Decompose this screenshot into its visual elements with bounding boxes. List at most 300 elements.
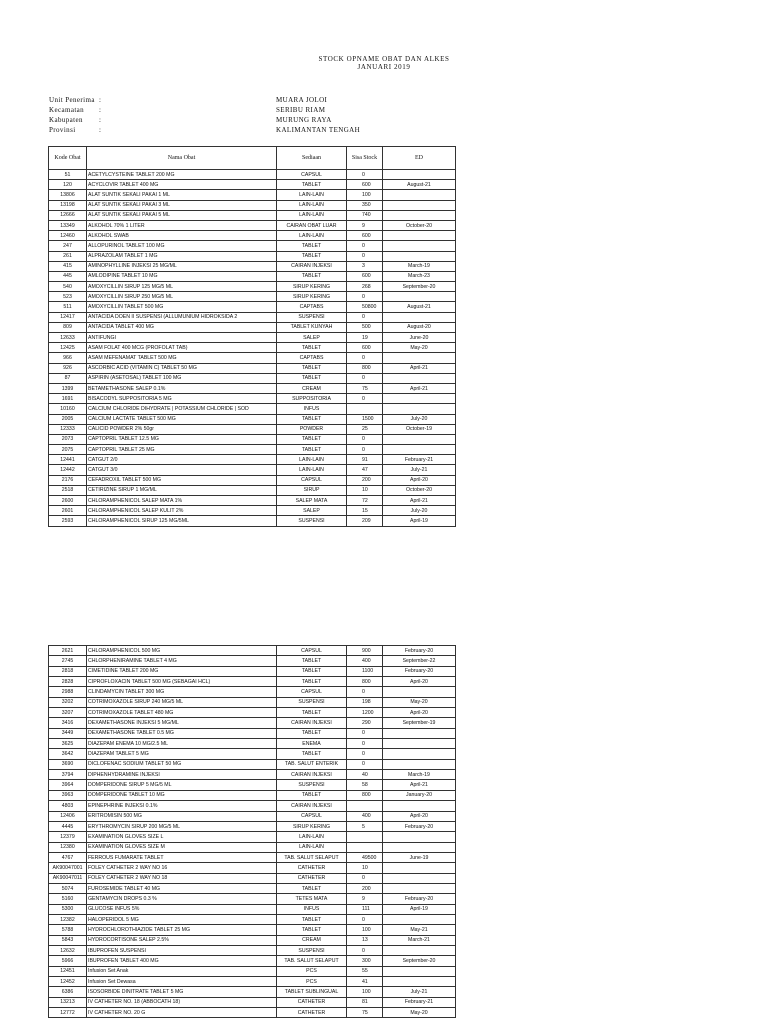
cell-ed: [383, 404, 456, 414]
cell-kode: AK90047011: [49, 873, 87, 883]
cell-ed: [383, 863, 456, 873]
cell-nama: FUROSEMIDE TABLET 40 MG: [87, 883, 277, 893]
table-row: [49, 894, 456, 904]
cell-nama: Infusion Set Anak: [87, 966, 277, 976]
table-row: [49, 170, 456, 180]
cell-kode: 12632: [49, 945, 87, 955]
cell-nama: Infusion Set Dewasa: [87, 977, 277, 987]
cell-sediaan: SUSPENSI: [277, 945, 347, 955]
table-row: [49, 373, 456, 383]
cell-sisa: 10: [347, 485, 383, 495]
cell-kode: 3207: [49, 708, 87, 718]
cell-ed: September-20: [383, 956, 456, 966]
cell-ed: [383, 914, 456, 924]
cell-sediaan: TABLET: [277, 343, 347, 353]
cell-ed: August-21: [383, 302, 456, 312]
cell-nama: IV CATHETER NO. 18 (ABBOCATH 18): [87, 997, 277, 1007]
table-header-row: [49, 147, 456, 170]
table-row: [49, 383, 456, 393]
table-row: [49, 231, 456, 241]
cell-kode: 5843: [49, 935, 87, 945]
table-row: [49, 455, 456, 465]
cell-sediaan: LAIN-LAIN: [277, 210, 347, 220]
table-row: [49, 852, 456, 862]
cell-sisa: 600: [347, 180, 383, 190]
cell-sediaan: LAIN-LAIN: [277, 231, 347, 241]
cell-kode: 120: [49, 180, 87, 190]
table-row: [49, 770, 456, 780]
cell-nama: COTRIMOXAZOLE TABLET 480 MG: [87, 708, 277, 718]
meta-colon: :: [99, 96, 102, 104]
table-row: [49, 363, 456, 373]
cell-sediaan: SALEP: [277, 333, 347, 343]
cell-ed: August-20: [383, 322, 456, 332]
table-row: [49, 935, 456, 945]
table-row: [49, 475, 456, 485]
cell-nama: EXAMINATION GLOVES SIZE L: [87, 832, 277, 842]
cell-ed: March-19: [383, 261, 456, 271]
col-header-nama: Nama Obat: [87, 147, 277, 170]
cell-sisa: 0: [347, 353, 383, 363]
cell-nama: CLINDAMYCIN TABLET 300 MG: [87, 687, 277, 697]
cell-nama: ASCORBIC ACID (VITAMIN C) TABLET 50 MG: [87, 363, 277, 373]
cell-ed: May-21: [383, 925, 456, 935]
cell-sisa: 3: [347, 261, 383, 271]
cell-kode: 4767: [49, 852, 87, 862]
table-row: [49, 863, 456, 873]
cell-sisa: 0: [347, 312, 383, 322]
meta-values: [276, 95, 360, 135]
cell-kode: 12425: [49, 343, 87, 353]
cell-nama: ANTACIDA TABLET 400 MG: [87, 322, 277, 332]
cell-nama: FERROUS FUMARATE TABLET: [87, 852, 277, 862]
cell-kode: 2745: [49, 656, 87, 666]
table-row: [49, 687, 456, 697]
document-period: JANUARI 2019: [357, 63, 411, 71]
cell-kode: 13349: [49, 220, 87, 230]
cell-kode: 12442: [49, 465, 87, 475]
cell-kode: 2988: [49, 687, 87, 697]
cell-kode: 2176: [49, 475, 87, 485]
cell-sisa: 100: [347, 190, 383, 200]
table-row: [49, 904, 456, 914]
meta-value-unit: MUARA JOLOI: [276, 96, 328, 104]
cell-sisa: 0: [347, 739, 383, 749]
table-row: [49, 977, 456, 987]
cell-nama: ERYTHROMYCIN SIRUP 200 MG/5 ML: [87, 821, 277, 831]
cell-sisa: 25: [347, 424, 383, 434]
table-row: [49, 883, 456, 893]
cell-nama: ACETYLCYSTEINE TABLET 200 MG: [87, 170, 277, 180]
cell-ed: [383, 739, 456, 749]
table-row: [49, 271, 456, 281]
cell-nama: CHLORAMPHENICOL 500 MG: [87, 646, 277, 656]
cell-sisa: 0: [347, 759, 383, 769]
cell-ed: October-20: [383, 220, 456, 230]
table-row: [49, 190, 456, 200]
cell-kode: 2601: [49, 506, 87, 516]
cell-sisa: 600: [347, 231, 383, 241]
cell-kode: 3449: [49, 728, 87, 738]
cell-kode: 6386: [49, 987, 87, 997]
cell-sediaan: TABLET: [277, 914, 347, 924]
cell-nama: ALAT SUNTIK SEKALI PAKAI 5 ML: [87, 210, 277, 220]
cell-kode: 3416: [49, 718, 87, 728]
cell-sediaan: TABLET: [277, 790, 347, 800]
cell-sisa: 300: [347, 956, 383, 966]
cell-sediaan: PCS: [277, 966, 347, 976]
table-row: [49, 496, 456, 506]
cell-sediaan: TABLET: [277, 677, 347, 687]
meta-label: Kecamatan: [49, 106, 85, 114]
cell-sisa: [347, 842, 383, 852]
cell-ed: September-20: [383, 282, 456, 292]
cell-ed: February-20: [383, 894, 456, 904]
cell-nama: AMOXYCILLIN SIRUP 125 MG/5 ML: [87, 282, 277, 292]
cell-nama: IV CATHETER NO. 20 G: [87, 1008, 277, 1018]
cell-sisa: 10: [347, 863, 383, 873]
cell-sisa: 0: [347, 945, 383, 955]
cell-ed: [383, 728, 456, 738]
cell-sisa: 41: [347, 977, 383, 987]
cell-sediaan: TABLET: [277, 363, 347, 373]
table-row: [49, 343, 456, 353]
cell-ed: [383, 373, 456, 383]
cell-ed: [383, 231, 456, 241]
cell-sisa: 200: [347, 475, 383, 485]
meta-label: Unit Penerima: [49, 96, 95, 104]
cell-sisa: 0: [347, 251, 383, 261]
cell-sisa: 9: [347, 894, 383, 904]
cell-kode: 523: [49, 292, 87, 302]
cell-sisa: 0: [347, 445, 383, 455]
cell-sisa: 0: [347, 749, 383, 759]
cell-ed: [383, 292, 456, 302]
table-row: [49, 414, 456, 424]
cell-kode: 1691: [49, 394, 87, 404]
cell-kode: 445: [49, 271, 87, 281]
table-row: [49, 914, 456, 924]
cell-nama: DEXAMETHASONE INJEKSI 5 MG/ML: [87, 718, 277, 728]
cell-sisa: 0: [347, 170, 383, 180]
cell-sisa: 100: [347, 925, 383, 935]
cell-ed: [383, 687, 456, 697]
table-row: [49, 404, 456, 414]
cell-ed: [383, 353, 456, 363]
cell-kode: 261: [49, 251, 87, 261]
table-row: [49, 434, 456, 444]
cell-sisa: [347, 404, 383, 414]
cell-ed: February-21: [383, 455, 456, 465]
cell-nama: CATGUT 3/0: [87, 465, 277, 475]
cell-kode: 13806: [49, 190, 87, 200]
cell-sediaan: CAPTABS: [277, 302, 347, 312]
stock-table-page-1: [48, 146, 456, 527]
cell-sisa: 800: [347, 677, 383, 687]
cell-sisa: 268: [347, 282, 383, 292]
cell-nama: AMLODIPINE TABLET 10 MG: [87, 271, 277, 281]
cell-nama: ASPIRIN (ASETOSAL) TABLET 100 MG: [87, 373, 277, 383]
cell-nama: CHLORAMPHENICOL SALEP MATA 1%: [87, 496, 277, 506]
cell-sisa: 55: [347, 966, 383, 976]
cell-nama: DICLOFENAC SODIUM TABLET 50 MG: [87, 759, 277, 769]
cell-sisa: 600: [347, 271, 383, 281]
cell-nama: AMOXYCILLIN TABLET 500 MG: [87, 302, 277, 312]
cell-ed: February-21: [383, 997, 456, 1007]
table-row: [49, 180, 456, 190]
cell-ed: September-19: [383, 718, 456, 728]
cell-sediaan: CAIRAN INJEKSI: [277, 261, 347, 271]
cell-kode: 2073: [49, 434, 87, 444]
cell-nama: DIAZEPAM TABLET 5 MG: [87, 749, 277, 759]
cell-kode: 809: [49, 322, 87, 332]
cell-sediaan: CAIRAN INJEKSI: [277, 801, 347, 811]
cell-ed: March-19: [383, 770, 456, 780]
cell-sediaan: POWDER: [277, 424, 347, 434]
cell-sediaan: SUSPENSI: [277, 697, 347, 707]
cell-sediaan: CAPSUL: [277, 170, 347, 180]
cell-sediaan: TABLET SUBLINGUAL: [277, 987, 347, 997]
cell-kode: 2593: [49, 516, 87, 526]
col-header-kode: Kode Obat: [49, 147, 87, 170]
cell-nama: ALLOPURINOL TABLET 100 MG: [87, 241, 277, 251]
cell-ed: April-19: [383, 904, 456, 914]
cell-sediaan: TABLET: [277, 925, 347, 935]
cell-sediaan: TABLET: [277, 445, 347, 455]
cell-ed: January-20: [383, 790, 456, 800]
cell-sediaan: LAIN-LAIN: [277, 455, 347, 465]
cell-ed: April-20: [383, 677, 456, 687]
cell-sediaan: CAPTABS: [277, 353, 347, 363]
table-row: [49, 821, 456, 831]
cell-ed: February-20: [383, 821, 456, 831]
cell-sediaan: TABLET: [277, 883, 347, 893]
table-row: [49, 251, 456, 261]
cell-nama: CATGUT 2/0: [87, 455, 277, 465]
cell-nama: HYDROCHLOROTHIAZIDE TABLET 25 MG: [87, 925, 277, 935]
cell-ed: March-21: [383, 935, 456, 945]
cell-sisa: 0: [347, 373, 383, 383]
table-row: [49, 445, 456, 455]
cell-sediaan: TABLET: [277, 251, 347, 261]
cell-kode: 3642: [49, 749, 87, 759]
cell-kode: 3794: [49, 770, 87, 780]
cell-sisa: 1200: [347, 708, 383, 718]
cell-kode: 3690: [49, 759, 87, 769]
cell-nama: CETIRIZINE SIRUP 1 MG/ML: [87, 485, 277, 495]
cell-nama: FOLEY CATHETER 2 WAY NO 18: [87, 873, 277, 883]
cell-sisa: 58: [347, 780, 383, 790]
cell-sisa: 350: [347, 200, 383, 210]
col-header-sediaan: Sediaan: [277, 147, 347, 170]
cell-nama: CIMETIDINE TABLET 200 MG: [87, 666, 277, 676]
cell-sisa: 0: [347, 914, 383, 924]
cell-sisa: 198: [347, 697, 383, 707]
cell-ed: [383, 190, 456, 200]
cell-sisa: 13: [347, 935, 383, 945]
cell-nama: ANTIFUNGI: [87, 333, 277, 343]
cell-sisa: 500: [347, 322, 383, 332]
meta-value-provinsi: KALIMANTAN TENGAH: [276, 126, 361, 134]
cell-sediaan: CAIRAN INJEKSI: [277, 718, 347, 728]
cell-sediaan: SUSPENSI: [277, 312, 347, 322]
cell-ed: April-20: [383, 811, 456, 821]
cell-kode: 5300: [49, 904, 87, 914]
cell-sediaan: SIRUP KERING: [277, 821, 347, 831]
cell-ed: April-21: [383, 383, 456, 393]
cell-nama: ASAM MEFENAMAT TABLET 500 MG: [87, 353, 277, 363]
cell-sediaan: CREAM: [277, 935, 347, 945]
cell-kode: 5160: [49, 894, 87, 904]
cell-sediaan: TABLET: [277, 414, 347, 424]
cell-nama: DOMPERIDONE TABLET 10 MG: [87, 790, 277, 800]
cell-ed: [383, 977, 456, 987]
cell-sediaan: TABLET: [277, 728, 347, 738]
table-row: [49, 312, 456, 322]
cell-sediaan: SUSPENSI: [277, 516, 347, 526]
cell-sediaan: SIRUP KERING: [277, 292, 347, 302]
cell-kode: 12460: [49, 231, 87, 241]
cell-ed: [383, 966, 456, 976]
cell-ed: [383, 434, 456, 444]
cell-ed: [383, 945, 456, 955]
meta-row-unit: [49, 95, 109, 105]
cell-nama: AMOXYCILLIN SIRUP 250 MG/5 ML: [87, 292, 277, 302]
cell-kode: 3625: [49, 739, 87, 749]
cell-kode: 12452: [49, 977, 87, 987]
cell-nama: CAPTOPRIL TABLET 12.5 MG: [87, 434, 277, 444]
cell-sediaan: SALEP MATA: [277, 496, 347, 506]
cell-ed: May-20: [383, 343, 456, 353]
cell-sisa: 740: [347, 210, 383, 220]
cell-kode: 5966: [49, 956, 87, 966]
cell-sisa: 75: [347, 1008, 383, 1018]
stock-table-page-2: [48, 645, 456, 1018]
table-row: [49, 945, 456, 955]
cell-nama: CEFADROXIL TABLET 500 MG: [87, 475, 277, 485]
cell-kode: 2600: [49, 496, 87, 506]
meta-row-kecamatan: [49, 105, 109, 115]
cell-sediaan: SIRUP: [277, 485, 347, 495]
table-row: [49, 220, 456, 230]
cell-kode: 247: [49, 241, 87, 251]
cell-nama: DIAZEPAM ENEMA 10 MG/2.5 ML: [87, 739, 277, 749]
meta-value-kecamatan: SERIBU RIAM: [276, 106, 326, 114]
table-row: [49, 322, 456, 332]
meta-colon: :: [99, 106, 102, 114]
cell-nama: FOLEY CATHETER 2 WAY NO 16: [87, 863, 277, 873]
table-row: [49, 333, 456, 343]
table-row: [49, 646, 456, 656]
cell-sisa: 49500: [347, 852, 383, 862]
document-title: STOCK OPNAME OBAT DAN ALKES: [318, 55, 450, 63]
cell-nama: BISACODYL SUPPOSITORIA 5 MG: [87, 394, 277, 404]
cell-nama: ASAM FOLAT 400 MCG (PROFOLAT TAB): [87, 343, 277, 353]
cell-sisa: 15: [347, 506, 383, 516]
table-body: [49, 170, 456, 527]
cell-sisa: 47: [347, 465, 383, 475]
cell-sisa: 0: [347, 394, 383, 404]
cell-sediaan: CAPSUL: [277, 811, 347, 821]
cell-kode: 12333: [49, 424, 87, 434]
cell-ed: February-20: [383, 666, 456, 676]
table-row: [49, 302, 456, 312]
cell-kode: 2828: [49, 677, 87, 687]
cell-ed: September-22: [383, 656, 456, 666]
cell-sediaan: TAB. SALUT ENTERIK: [277, 759, 347, 769]
cell-kode: 2075: [49, 445, 87, 455]
table-row: [49, 842, 456, 852]
cell-kode: 4803: [49, 801, 87, 811]
cell-sediaan: CAIRAN INJEKSI: [277, 770, 347, 780]
cell-kode: 13198: [49, 200, 87, 210]
cell-sisa: 0: [347, 728, 383, 738]
cell-sediaan: LAIN-LAIN: [277, 200, 347, 210]
cell-sisa: 400: [347, 811, 383, 821]
table-row: [49, 749, 456, 759]
cell-sisa: 400: [347, 656, 383, 666]
cell-nama: ALKOHOL 70% 1 LITER: [87, 220, 277, 230]
cell-nama: GLUCOSE INFUS 5%: [87, 904, 277, 914]
cell-ed: July-20: [383, 414, 456, 424]
cell-ed: March-23: [383, 271, 456, 281]
cell-nama: ALPRAZOLAM TABLET 1 MG: [87, 251, 277, 261]
cell-sisa: 91: [347, 455, 383, 465]
cell-kode: 5788: [49, 925, 87, 935]
cell-kode: 12633: [49, 333, 87, 343]
table-row: [49, 353, 456, 363]
cell-sediaan: PCS: [277, 977, 347, 987]
table-row: [49, 282, 456, 292]
cell-sediaan: LAIN-LAIN: [277, 842, 347, 852]
table-row: [49, 832, 456, 842]
cell-ed: [383, 394, 456, 404]
cell-ed: [383, 749, 456, 759]
cell-kode: 12417: [49, 312, 87, 322]
cell-nama: CHLORAMPHENICOL SALEP KULIT 2%: [87, 506, 277, 516]
cell-nama: ANTACIDA DOEN II SUSPENSI (ALLUMUNIUM HIDROKSIDA 2: [87, 312, 277, 322]
cell-nama: CALCIUM CHLORIDE DIHYDRATE | POTASSIUM CHLORIDE | SOD: [87, 404, 277, 414]
cell-sisa: 0: [347, 241, 383, 251]
cell-ed: [383, 170, 456, 180]
cell-sediaan: CATHETER: [277, 1008, 347, 1018]
cell-sediaan: INFUS: [277, 904, 347, 914]
table-row: [49, 759, 456, 769]
cell-nama: CHLORAMPHENICOL SIRUP 125 MG/5ML: [87, 516, 277, 526]
cell-kode: 12406: [49, 811, 87, 821]
cell-ed: April-21: [383, 780, 456, 790]
cell-sisa: 800: [347, 790, 383, 800]
cell-kode: 966: [49, 353, 87, 363]
cell-kode: 1399: [49, 383, 87, 393]
cell-ed: [383, 312, 456, 322]
cell-sediaan: CAIRAN OBAT LUAR: [277, 220, 347, 230]
cell-sisa: 75: [347, 383, 383, 393]
cell-sediaan: TABLET KUNYAH: [277, 322, 347, 332]
table-row: [49, 801, 456, 811]
cell-kode: 3202: [49, 697, 87, 707]
cell-nama: ALAT SUNTIK SEKALI PAKAI 3 ML: [87, 200, 277, 210]
cell-sisa: 5: [347, 821, 383, 831]
meta-label: Provinsi: [49, 126, 76, 134]
table-row: [49, 485, 456, 495]
cell-kode: 12451: [49, 966, 87, 976]
cell-sediaan: CAPSUL: [277, 646, 347, 656]
cell-nama: CIPROFLOXACIN TABLET 500 MG (SEBAGAI HCL): [87, 677, 277, 687]
cell-sediaan: CATHETER: [277, 863, 347, 873]
table-row: [49, 780, 456, 790]
cell-nama: ACYCLOVIR TABLET 400 MG: [87, 180, 277, 190]
